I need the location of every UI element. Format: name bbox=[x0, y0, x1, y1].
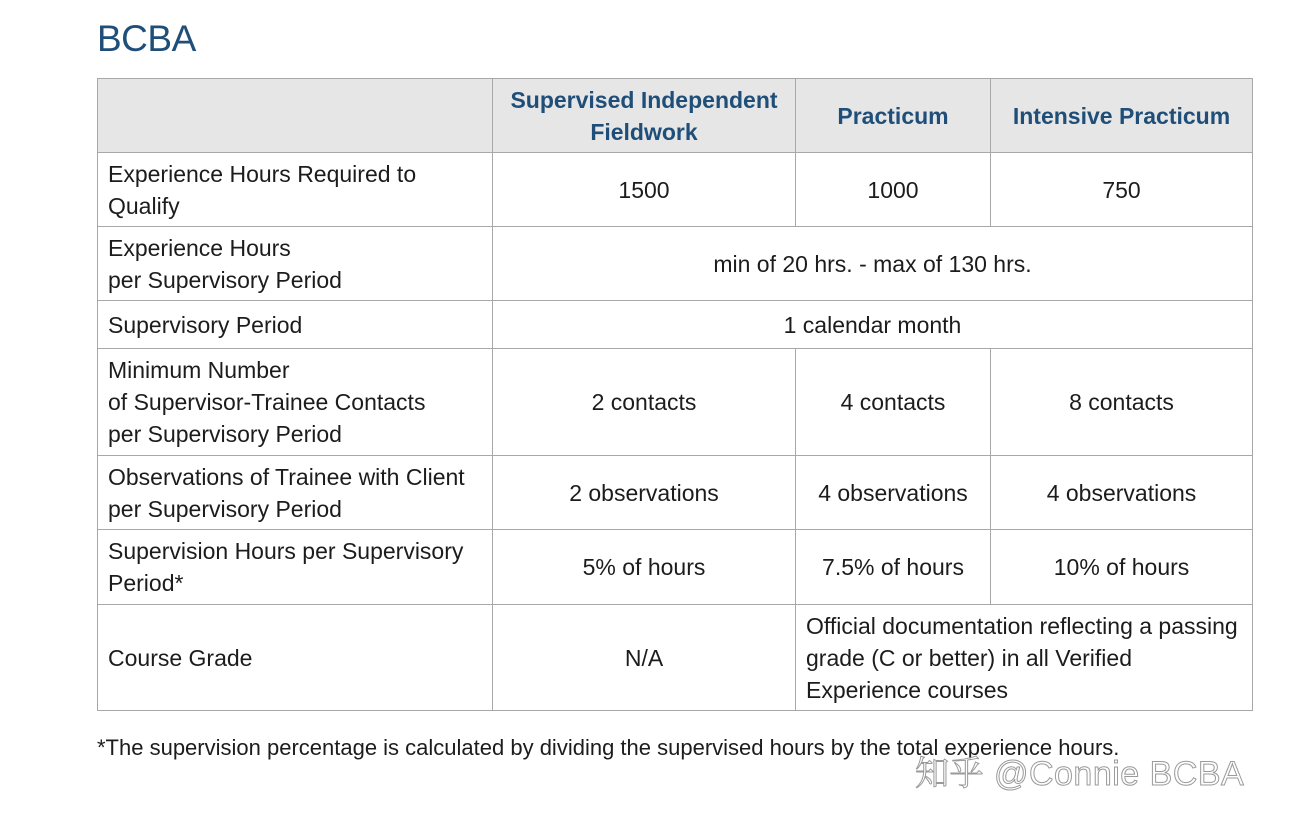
row-label-supervisory-period: Supervisory Period bbox=[98, 301, 493, 349]
bcba-requirements-table bbox=[97, 78, 1253, 711]
table-row bbox=[98, 530, 1253, 605]
row-label-line: per Supervisory Period bbox=[108, 266, 342, 293]
cell-practicum-value: 4 observations bbox=[796, 456, 991, 530]
cell-fieldwork-value: 2 observations bbox=[493, 456, 796, 530]
row-label-line: Experience Hours bbox=[108, 234, 291, 261]
table-row bbox=[98, 227, 1253, 301]
cell-intensive-value: 8 contacts bbox=[991, 349, 1253, 456]
cell-practicum-value: 7.5% of hours bbox=[796, 530, 991, 605]
cell-merged-value: 1 calendar month bbox=[493, 301, 1253, 349]
row-label-line: per Supervisory Period bbox=[108, 421, 342, 447]
table-row bbox=[98, 605, 1253, 711]
cell-intensive-value: 750 bbox=[991, 153, 1253, 227]
cell-merged-value: Official documentation reflecting a passing grade (C or better) in all Verified Experience courses bbox=[796, 605, 1253, 711]
row-label-experience-hours-required: Experience Hours Required to Qualify bbox=[98, 153, 493, 227]
table-row bbox=[98, 153, 1253, 227]
watermark: 知乎 @Connie BCBA bbox=[915, 755, 1245, 793]
row-label-observations: Observations of Trainee with Client per Supervisory Period bbox=[98, 456, 493, 530]
header-practicum: Practicum bbox=[796, 79, 991, 153]
cell-fieldwork-value: 5% of hours bbox=[493, 530, 796, 605]
cell-fieldwork-value: 2 contacts bbox=[493, 349, 796, 456]
cell-intensive-value: 10% of hours bbox=[991, 530, 1253, 605]
header-row bbox=[98, 79, 1253, 153]
page-title: BCBA bbox=[97, 18, 196, 59]
cell-merged-value: min of 20 hrs. - max of 130 hrs. bbox=[493, 227, 1253, 301]
row-label-supervision-hours: Supervision Hours per Supervisory Period* bbox=[98, 530, 493, 605]
row-label-hours-per-period bbox=[98, 227, 493, 301]
cell-practicum-value: 1000 bbox=[796, 153, 991, 227]
header-corner bbox=[98, 79, 493, 153]
cell-practicum-value: 4 contacts bbox=[796, 349, 991, 456]
header-intensive-practicum: Intensive Practicum bbox=[991, 79, 1253, 153]
footnote: *The supervision percentage is calculated by dividing the supervised hours by the total experience hours. bbox=[97, 735, 1120, 760]
header-supervised-fieldwork: Supervised Independent Fieldwork bbox=[493, 79, 796, 153]
row-label-minimum-contacts bbox=[98, 349, 493, 456]
cell-intensive-value: 4 observations bbox=[991, 456, 1253, 530]
cell-fieldwork-value: N/A bbox=[493, 605, 796, 711]
row-label-line: Minimum Number bbox=[108, 357, 290, 383]
table-row bbox=[98, 456, 1253, 530]
table-row bbox=[98, 349, 1253, 456]
row-label-line: of Supervisor-Trainee Contacts bbox=[108, 389, 426, 415]
cell-fieldwork-value: 1500 bbox=[493, 153, 796, 227]
table-row bbox=[98, 301, 1253, 349]
row-label-course-grade: Course Grade bbox=[98, 605, 493, 711]
